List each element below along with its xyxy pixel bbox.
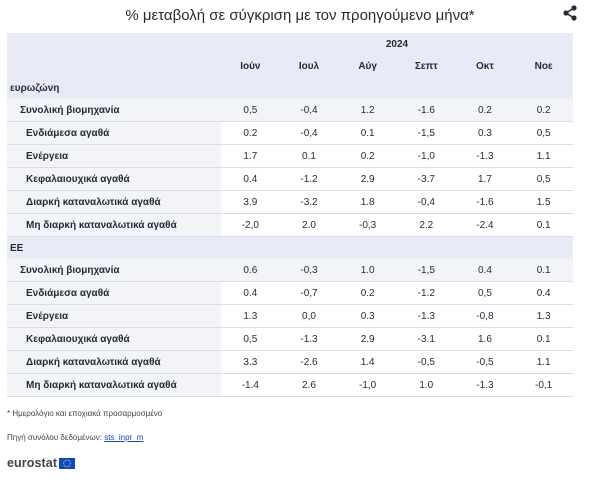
table-cell: -3.1 <box>397 328 456 351</box>
table-cell: -0,1 <box>514 374 573 397</box>
header-corner <box>7 55 221 77</box>
table-cell: 2.9 <box>338 328 397 351</box>
table-cell: 1.0 <box>397 374 456 397</box>
table-cell: -1.3 <box>397 305 456 328</box>
table-cell: -1.2 <box>280 168 339 191</box>
dataset-link[interactable]: sts_inpr_m <box>104 433 144 442</box>
table-cell: 0.1 <box>514 259 573 282</box>
flag-star <box>67 459 68 460</box>
flag-star <box>70 462 71 463</box>
table-cell: 1.7 <box>221 145 280 168</box>
table-row <box>7 122 573 145</box>
eurostat-logo <box>7 455 75 471</box>
table-cell: 1.4 <box>338 351 397 374</box>
table-cell: -2,0 <box>221 214 280 237</box>
table-cell: 1.3 <box>221 305 280 328</box>
table-cell: -2.4 <box>456 214 515 237</box>
group-header-row <box>7 237 573 260</box>
data-table <box>7 33 573 397</box>
table-cell: 1.3 <box>514 305 573 328</box>
table-cell: 0.2 <box>338 282 397 305</box>
table-cell: -0,4 <box>280 99 339 122</box>
table-cell: 0.2 <box>221 122 280 145</box>
table-cell: -1.2 <box>397 282 456 305</box>
flag-star <box>70 464 71 465</box>
table-cell: 0.2 <box>514 99 573 122</box>
month-header: Ιούν <box>221 55 280 77</box>
table-row <box>7 145 573 168</box>
table-cell: -0,3 <box>338 214 397 237</box>
table-cell: 1.7 <box>456 168 515 191</box>
table-cell: -0,7 <box>280 282 339 305</box>
table-cell: 0.4 <box>221 168 280 191</box>
table-row <box>7 99 573 122</box>
table-cell: -1.6 <box>456 191 515 214</box>
row-label: Ενδιάμεσα αγαθά <box>7 122 221 145</box>
table-row <box>7 305 573 328</box>
table-row <box>7 351 573 374</box>
flag-star <box>63 462 64 463</box>
table-cell: 2.6 <box>280 374 339 397</box>
table-cell: -0,4 <box>280 122 339 145</box>
flag-star <box>68 460 69 461</box>
flag-star <box>64 461 65 462</box>
table-row <box>7 259 573 282</box>
group-label: ΕΕ <box>7 237 573 260</box>
table-cell: -1.4 <box>221 374 280 397</box>
table-cell: -0,4 <box>397 191 456 214</box>
logo-text: eurostat <box>7 456 58 470</box>
flag-star <box>65 465 66 466</box>
table-cell: -0,5 <box>397 351 456 374</box>
table-cell: 1.1 <box>514 351 573 374</box>
table-cell: 0.1 <box>280 145 339 168</box>
row-label: Διαρκή καταναλωτικά αγαθά <box>7 191 221 214</box>
row-label: Συνολική βιομηχανία <box>7 259 221 282</box>
group-header-row <box>7 77 573 99</box>
table-cell: 0.3 <box>338 305 397 328</box>
table-cell: 0.4 <box>514 282 573 305</box>
table-cell: 0,5 <box>221 99 280 122</box>
row-label: Συνολική βιομηχανία <box>7 99 221 122</box>
table-cell: 0.2 <box>338 145 397 168</box>
year-header: 2024 <box>221 33 573 55</box>
month-header: Νοε <box>514 55 573 77</box>
table-row <box>7 374 573 397</box>
table-cell: 1.8 <box>338 191 397 214</box>
group-label: ευρωζώνη <box>7 77 573 99</box>
table-cell: -1.3 <box>456 374 515 397</box>
table-cell: 0,5 <box>514 168 573 191</box>
page-title: % μεταβολή σε σύγκριση με τον προηγούμενο μήνα* <box>125 7 475 24</box>
flag-star <box>70 461 71 462</box>
table-cell: -1.3 <box>280 328 339 351</box>
month-header: Οκτ <box>456 55 515 77</box>
row-label: Διαρκή καταναλωτικά αγαθά <box>7 351 221 374</box>
row-label: Κεφαλαιουχικά αγαθά <box>7 328 221 351</box>
table-cell: 3.9 <box>221 191 280 214</box>
table-cell: 0.1 <box>514 328 573 351</box>
footnote: * Ημερολόγιο και εποχιακά προσαρμοσμένο <box>7 409 163 418</box>
table-row <box>7 328 573 351</box>
table-cell: 0.1 <box>338 122 397 145</box>
source-label: Πηγή συνόλου δεδομένων: <box>7 433 102 442</box>
table-cell: 1.1 <box>514 145 573 168</box>
row-label: Μη διαρκή καταναλωτικά αγαθά <box>7 214 221 237</box>
table-cell: 0.3 <box>456 122 515 145</box>
table-cell: -1,0 <box>397 145 456 168</box>
table-cell: 0,5 <box>221 328 280 351</box>
table-cell: 1.2 <box>338 99 397 122</box>
header-corner <box>7 33 221 55</box>
table-cell: 0.4 <box>456 259 515 282</box>
table-cell: 0.4 <box>221 282 280 305</box>
table-cell: -1,5 <box>397 259 456 282</box>
flag-star <box>68 465 69 466</box>
table-cell: -1,0 <box>338 374 397 397</box>
row-label: Ενδιάμεσα αγαθά <box>7 282 221 305</box>
table-cell: -2.6 <box>280 351 339 374</box>
table-cell: 2.0 <box>280 214 339 237</box>
flag-star <box>65 460 66 461</box>
table-cell: -0,3 <box>280 259 339 282</box>
table-cell: 1.6 <box>456 328 515 351</box>
table-row <box>7 191 573 214</box>
table-cell: -3.2 <box>280 191 339 214</box>
year-header-row <box>7 33 573 55</box>
month-header-row <box>7 55 573 77</box>
flag-star <box>64 464 65 465</box>
table-row <box>7 214 573 237</box>
share-icon[interactable] <box>562 5 578 21</box>
table-cell: 1.0 <box>338 259 397 282</box>
row-label: Ενέργεια <box>7 305 221 328</box>
eu-flag-icon <box>59 458 75 469</box>
table-cell: 3.3 <box>221 351 280 374</box>
source-line <box>7 433 143 442</box>
table-cell: -1,5 <box>397 122 456 145</box>
table-cell: 0.6 <box>221 259 280 282</box>
table-cell: -1.3 <box>456 145 515 168</box>
table-cell: 0.1 <box>514 214 573 237</box>
table-cell: -0,8 <box>456 305 515 328</box>
table-cell: 0.2 <box>456 99 515 122</box>
month-header: Σεπτ <box>397 55 456 77</box>
table-cell: 1.5 <box>514 191 573 214</box>
table-cell: -1.6 <box>397 99 456 122</box>
table-cell: 2.9 <box>338 168 397 191</box>
flag-star <box>67 466 68 467</box>
month-header: Αύγ <box>338 55 397 77</box>
row-label: Μη διαρκή καταναλωτικά αγαθά <box>7 374 221 397</box>
table-row <box>7 168 573 191</box>
table-cell: -0,5 <box>456 351 515 374</box>
table-cell: 2.2 <box>397 214 456 237</box>
row-label: Ενέργεια <box>7 145 221 168</box>
table-row <box>7 282 573 305</box>
table-cell: 0,5 <box>456 282 515 305</box>
row-label: Κεφαλαιουχικά αγαθά <box>7 168 221 191</box>
table-cell: 0,0 <box>280 305 339 328</box>
month-header: Ιουλ <box>280 55 339 77</box>
table-cell: 0,5 <box>514 122 573 145</box>
table-cell: -3.7 <box>397 168 456 191</box>
